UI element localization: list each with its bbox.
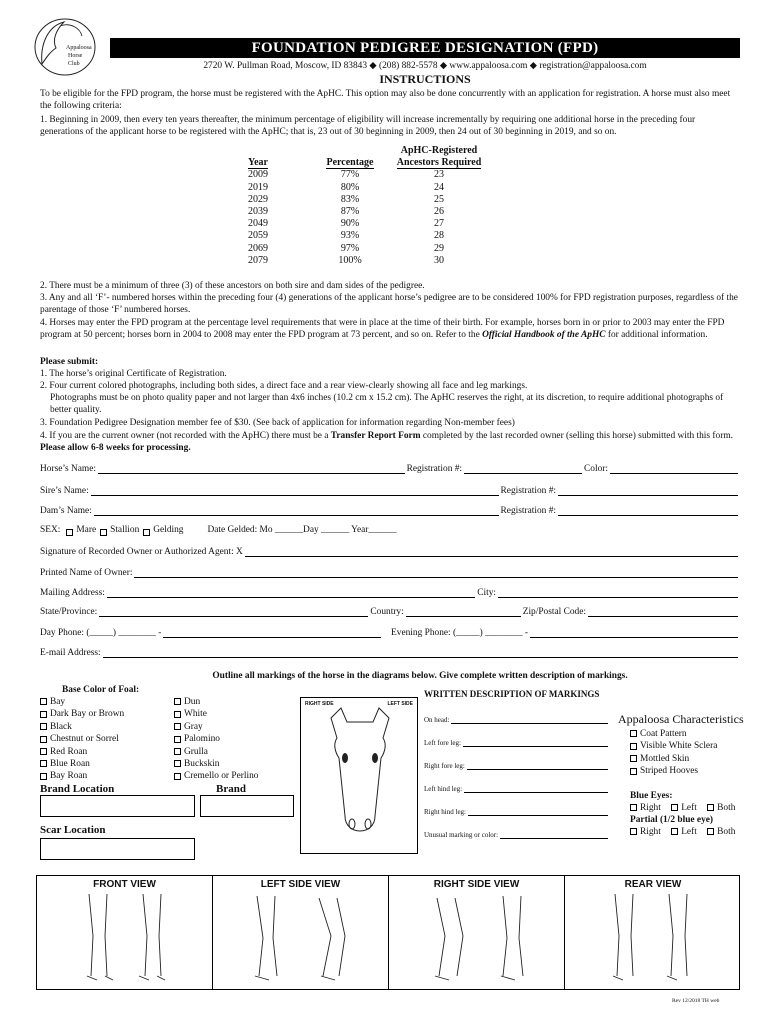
face-right-label: RIGHT SIDE	[305, 701, 334, 707]
base-color-checkbox[interactable]	[40, 698, 47, 705]
submit-item-4-cont: completed by the last recorded owner (selling this horse) submitted with this form.	[420, 431, 733, 441]
written-description-label: Right fore leg:	[424, 761, 465, 770]
intro-paragraph: To be eligible for the FPD program, the horse must be registered with the ApHC. This option may also be done concurrently with an application for registration. A horse must also meet the following criteria:	[40, 89, 731, 112]
appaloosa-characteristic-checkbox[interactable]	[630, 730, 637, 737]
face-diagram	[300, 697, 418, 854]
header-ancestors-1: ApHC-Registered	[400, 145, 478, 156]
partial-left-label: Left	[681, 827, 697, 837]
printed-name-label: Printed Name of Owner:	[40, 567, 133, 578]
base-color-checkbox[interactable]	[40, 748, 47, 755]
written-description-field[interactable]	[451, 716, 608, 724]
horse-registration-field[interactable]	[464, 464, 582, 474]
stallion-checkbox[interactable]	[100, 529, 107, 536]
appaloosa-characteristic-checkbox[interactable]	[630, 755, 637, 762]
city-label: City:	[477, 587, 496, 598]
partial-right-checkbox[interactable]	[630, 828, 637, 835]
appaloosa-characteristic-checkbox[interactable]	[630, 743, 637, 750]
table-cell-anc: 24	[434, 181, 444, 193]
evening-phone-label: Evening Phone: (_____) ________ -	[391, 627, 528, 638]
mare-label: Mare	[76, 524, 97, 535]
table-cell-anc: 28	[434, 230, 444, 242]
sex-row	[40, 524, 740, 536]
signature-row	[40, 546, 740, 558]
header-ancestors-2: Ancestors Required	[396, 157, 482, 169]
sire-registration-field[interactable]	[558, 486, 738, 496]
brand-location-box[interactable]	[40, 795, 195, 817]
base-color-item	[174, 708, 258, 720]
registration-label: Registration #:	[406, 463, 463, 474]
base-color-checkbox[interactable]	[174, 773, 181, 780]
blue-eyes-right-label: Right	[640, 803, 661, 813]
base-color-label: Bay	[50, 697, 66, 707]
blue-eyes-left-checkbox[interactable]	[671, 804, 678, 811]
gelding-checkbox[interactable]	[143, 529, 150, 536]
written-description-row	[424, 817, 608, 840]
base-color-title: Base Color of Foal:	[62, 685, 140, 695]
submit-item-4	[40, 430, 740, 455]
written-description-label: On head:	[424, 715, 450, 724]
submit-item-4-text: 4. If you are the current owner (not recorded with the ApHC) there must be a	[40, 431, 331, 441]
written-description-label: Unusual marking or color:	[424, 830, 499, 839]
base-color-checkbox[interactable]	[40, 711, 47, 718]
written-description-field[interactable]	[500, 831, 608, 839]
email-label: E-mail Address:	[40, 647, 101, 658]
submit-item-2b: Photographs must be on photo quality paper and not larger than 4x6 inches (10.2 cm x 15.2 cm). The ApHC reserves the right, at its discretion, to require additional photographs of better quality.	[50, 393, 724, 416]
outline-note: Outline all markings of the horse in the diagrams below. Give complete written description of markings.	[212, 671, 628, 681]
submit-item-2: 2. Four current colored photographs, including both sides, a direct face and a rear view-clearly showing all face and leg markings.	[40, 381, 528, 391]
contact-address: 2720 W. Pullman Road, Moscow, ID 83843 ◆ (208) 882-5578 ◆ www.appaloosa.com ◆ registration@appaloosa.com	[203, 61, 647, 71]
written-description-field[interactable]	[463, 739, 608, 747]
table-cell-pct: 97%	[340, 242, 360, 254]
printed-name-field[interactable]	[134, 568, 738, 578]
appaloosa-logo	[30, 14, 100, 80]
rear-view-title: REAR VIEW	[624, 879, 682, 890]
horse-head-drawing	[301, 698, 419, 855]
table-cell-pct: 80%	[340, 181, 360, 193]
base-color-label: Grulla	[184, 746, 208, 757]
eligibility-table	[248, 145, 488, 267]
mailing-row	[40, 587, 740, 599]
base-color-right-list	[174, 696, 258, 783]
base-color-label: Blue Roan	[50, 758, 90, 769]
written-description-label: Left hind leg:	[424, 784, 463, 793]
blue-eyes-options	[630, 802, 735, 814]
table-cell-pct: 83%	[340, 193, 360, 205]
blue-eyes-left-label: Left	[681, 803, 697, 813]
written-description-title: WRITTEN DESCRIPTION OF MARKINGS	[424, 689, 600, 699]
city-field[interactable]	[498, 588, 738, 598]
base-color-label: Gray	[184, 721, 203, 732]
scar-location-box[interactable]	[40, 838, 195, 860]
left-side-view-title: LEFT SIDE VIEW	[260, 879, 341, 890]
appaloosa-characteristic-item	[630, 728, 717, 740]
base-color-label: Dark Bay or Brown	[50, 709, 125, 720]
table-cell-anc: 30	[434, 254, 444, 266]
dam-registration-field[interactable]	[558, 506, 738, 516]
brand-label: Brand	[216, 783, 246, 795]
day-phone-field[interactable]	[163, 628, 381, 638]
criteria-2: 2. There must be a minimum of three (3) of these ancestors on both sire and dam sides of the pedigree.	[40, 281, 425, 291]
appaloosa-title: Appaloosa Characteristics	[618, 712, 744, 726]
base-color-label: Dun	[184, 697, 201, 707]
appaloosa-characteristic-label: Mottled Skin	[640, 753, 690, 764]
color-field[interactable]	[610, 464, 738, 474]
appaloosa-characteristic-item	[630, 753, 717, 765]
email-row	[40, 647, 740, 659]
base-color-item	[174, 696, 258, 708]
criteria-4	[40, 317, 740, 342]
written-description-row	[424, 725, 608, 748]
stallion-label: Stallion	[110, 524, 140, 535]
horse-name-label: Horse’s Name:	[40, 463, 96, 474]
table-cell-year: 2049	[248, 218, 268, 230]
blue-eyes-right-checkbox[interactable]	[630, 804, 637, 811]
table-row	[248, 230, 488, 242]
base-color-checkbox[interactable]	[174, 760, 181, 767]
base-color-left-list	[40, 696, 124, 783]
partial-left-checkbox[interactable]	[671, 828, 678, 835]
partial-both-label: Both	[717, 827, 736, 837]
base-color-checkbox[interactable]	[40, 760, 47, 767]
criteria-4-text: 4. Horses may enter the FPD program at the percentage level requirements that were in place at the time of their birth. For example, horses born in or prior to 2003 may enter the FPD program at 50 percent; horses born in 2004 to 2008 may enter the FPD program at 73 percent, and so on. Refer to the	[40, 318, 725, 341]
table-row	[248, 255, 488, 267]
gelding-label: Gelding	[153, 524, 184, 535]
criteria-1: 1. Beginning in 2009, then every ten years thereafter, the minimum percentage of eligibility will increase incrementally by requiring one additional horse in the preceding four generations of the applicant horse to be registered with the ApHC; that is, 23 out of 30 beginning in 2009, then 24 out of 30 beginning in 2019, and so on.	[40, 115, 696, 138]
submit-title: Please submit:	[40, 357, 99, 367]
header-year: Year	[248, 157, 268, 169]
logo-line-1: Appaloosa	[66, 45, 92, 51]
table-cell-year: 2059	[248, 230, 268, 242]
base-color-item	[40, 721, 124, 733]
submit-item-3: 3. Foundation Pedigree Designation member fee of $30. (See back of application for information regarding Non-member fees)	[40, 418, 515, 428]
base-color-label: White	[184, 709, 207, 720]
written-description-field[interactable]	[468, 808, 608, 816]
zip-label: Zip/Postal Code:	[522, 606, 586, 617]
dam-name-field[interactable]	[94, 506, 499, 516]
right-side-view-title: RIGHT SIDE VIEW	[433, 879, 520, 890]
base-color-item	[174, 746, 258, 758]
dam-name-label: Dam’s Name:	[40, 505, 92, 516]
appaloosa-list	[630, 728, 717, 778]
written-description-field[interactable]	[464, 785, 608, 793]
base-color-label: Buckskin	[184, 758, 220, 769]
written-description-label: Right hind leg:	[424, 807, 466, 816]
signature-field[interactable]	[245, 547, 738, 557]
signature-label: Signature of Recorded Owner or Authorized Agent: X	[40, 546, 243, 557]
logo-line-2: Horse	[68, 53, 83, 59]
appaloosa-characteristic-label: Coat Pattern	[640, 729, 687, 739]
base-color-checkbox[interactable]	[40, 736, 47, 743]
base-color-label: Chestnut or Sorrel	[50, 734, 119, 745]
written-description-row	[424, 794, 608, 817]
base-color-item	[40, 746, 124, 758]
scar-location-label: Scar Location	[40, 824, 106, 836]
base-color-item	[174, 733, 258, 745]
table-cell-anc: 25	[434, 193, 444, 205]
base-color-item	[40, 708, 124, 720]
criteria-3: 3. Any and all ‘F’- numbered horses within the preceding four (4) generations of the applicant horse’s pedigree are to be considered 100% for FPD registration purposes, regardless of the parentage of those ‘F’ numbered horses.	[40, 293, 738, 316]
base-color-item	[174, 770, 258, 782]
logo-line-3: Club	[68, 61, 80, 67]
horse-name-row	[40, 463, 740, 475]
table-cell-pct: 93%	[340, 230, 360, 242]
base-color-checkbox[interactable]	[174, 748, 181, 755]
table-row	[248, 218, 488, 230]
table-cell-year: 2019	[248, 181, 268, 193]
sire-name-field[interactable]	[91, 486, 499, 496]
base-color-checkbox[interactable]	[174, 698, 181, 705]
color-label: Color:	[584, 463, 608, 474]
submit-item-1: 1. The horse’s original Certificate of Registration.	[40, 369, 227, 379]
criteria-4-end: for additional information.	[605, 330, 708, 341]
appaloosa-characteristic-item	[630, 740, 717, 752]
state-row	[40, 606, 740, 618]
email-field[interactable]	[103, 648, 738, 658]
written-description-field[interactable]	[467, 762, 608, 770]
base-color-item	[40, 696, 124, 708]
mailing-label: Mailing Address:	[40, 587, 105, 598]
table-cell-anc: 23	[434, 169, 444, 181]
table-cell-year: 2079	[248, 254, 268, 266]
country-field[interactable]	[406, 607, 521, 617]
handbook-reference: Official Handbook of the ApHC	[482, 330, 606, 341]
partial-both-checkbox[interactable]	[707, 828, 714, 835]
table-cell-pct: 87%	[340, 205, 360, 217]
table-cell-pct: 77%	[340, 169, 360, 181]
base-color-item	[174, 721, 258, 733]
blue-eyes-both-checkbox[interactable]	[707, 804, 714, 811]
leg-diagrams	[36, 875, 740, 990]
appaloosa-characteristic-checkbox[interactable]	[630, 768, 637, 775]
base-color-item	[174, 758, 258, 770]
written-description-label: Left fore leg:	[424, 738, 461, 747]
table-row	[248, 206, 488, 218]
sire-name-label: Sire’s Name:	[40, 485, 89, 496]
instructions-title: INSTRUCTIONS	[379, 72, 471, 86]
base-color-label: Red Roan	[50, 746, 88, 757]
written-description-fields	[424, 702, 608, 840]
table-cell-year: 2009	[248, 169, 268, 181]
front-view-title: FRONT VIEW	[93, 879, 156, 890]
phone-row	[40, 627, 740, 639]
table-cell-year: 2039	[248, 205, 268, 217]
table-cell-anc: 29	[434, 242, 444, 254]
sire-registration-label: Registration #:	[500, 485, 556, 496]
written-description-row	[424, 771, 608, 794]
leg-drawings	[37, 876, 741, 989]
brand-box[interactable]	[200, 795, 294, 817]
processing-note: Please allow 6-8 weeks for processing.	[40, 443, 191, 454]
date-gelded[interactable]: Date Gelded: Mo ______Day ______ Year______	[207, 524, 397, 535]
table-row	[248, 182, 488, 194]
evening-phone-field[interactable]	[530, 628, 738, 638]
table-cell-anc: 27	[434, 218, 444, 230]
appaloosa-characteristic-label: Striped Hooves	[640, 766, 699, 777]
state-field[interactable]	[99, 607, 368, 617]
dam-registration-label: Registration #:	[500, 505, 556, 516]
transfer-report-link: Transfer Report Form	[330, 431, 421, 441]
base-color-label: Palomino	[184, 734, 220, 745]
partial-right-label: Right	[640, 827, 661, 837]
brand-location-label: Brand Location	[40, 783, 115, 795]
blue-eyes-both-label: Both	[717, 803, 736, 813]
horse-name-field[interactable]	[98, 464, 405, 474]
base-color-label: Cremello or Perlino	[184, 771, 259, 782]
table-cell-pct: 90%	[340, 218, 360, 230]
base-color-label: Black	[50, 721, 72, 732]
base-color-label: Bay Roan	[50, 771, 88, 782]
blue-eyes-label: Blue Eyes:	[630, 791, 673, 801]
dam-row	[40, 505, 740, 517]
form-title: FOUNDATION PEDIGREE DESIGNATION (FPD)	[110, 38, 740, 58]
table-cell-year: 2069	[248, 242, 268, 254]
table-row	[248, 169, 488, 181]
partial-options	[630, 826, 735, 838]
base-color-checkbox[interactable]	[40, 773, 47, 780]
sire-row	[40, 485, 740, 497]
zip-field[interactable]	[588, 607, 738, 617]
table-row	[248, 194, 488, 206]
state-label: State/Province:	[40, 606, 98, 617]
written-description-row	[424, 702, 608, 725]
mailing-field[interactable]	[107, 588, 475, 598]
appaloosa-characteristic-label: Visible White Sclera	[640, 741, 718, 752]
mare-checkbox[interactable]	[66, 529, 73, 536]
table-cell-anc: 26	[434, 205, 444, 217]
table-cell-pct: 100%	[338, 254, 362, 266]
written-description-row	[424, 748, 608, 771]
day-phone-label: Day Phone: (_____) ________ -	[40, 627, 162, 638]
table-row	[248, 243, 488, 255]
sex-label: SEX:	[40, 524, 61, 535]
table-cell-year: 2029	[248, 193, 268, 205]
printed-name-row	[40, 567, 740, 579]
base-color-item	[40, 733, 124, 745]
partial-label: Partial (1/2 blue eye)	[630, 815, 714, 825]
base-color-item	[40, 770, 124, 782]
face-left-label: LEFT SIDE	[387, 701, 413, 707]
base-color-checkbox[interactable]	[174, 736, 181, 743]
base-color-checkbox[interactable]	[40, 723, 47, 730]
base-color-checkbox[interactable]	[174, 723, 181, 730]
base-color-checkbox[interactable]	[174, 711, 181, 718]
appaloosa-characteristic-item	[630, 765, 717, 777]
base-color-item	[40, 758, 124, 770]
country-label: Country:	[370, 606, 404, 617]
header-percentage: Percentage	[326, 157, 374, 169]
revision-footer: Rev 12/2018 TH web	[672, 998, 720, 1004]
